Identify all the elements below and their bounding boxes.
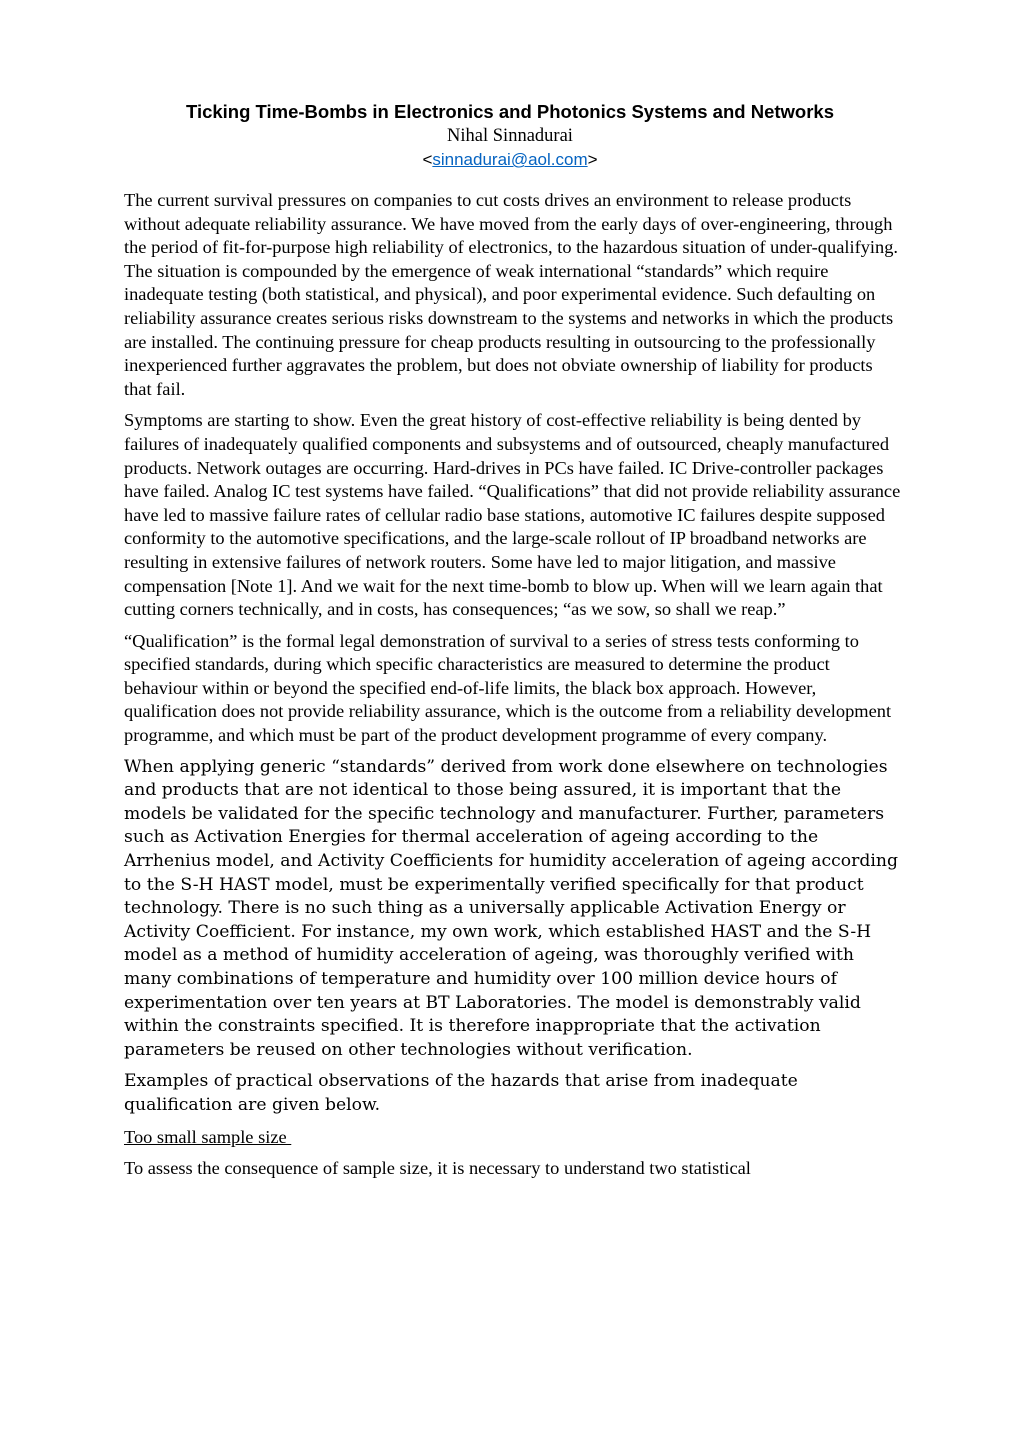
paragraph-examples: Examples of practical observations of the hazards that arise from inadequate qualification are given below. [124, 1071, 798, 1115]
email-open-bracket: < [422, 150, 433, 169]
section-heading-sample-size: Too small sample size [124, 1126, 292, 1147]
paragraph-generic-standards: When applying generic “standards” derived from work done elsewhere on technologies and products that are not identical to those being assured, it is important that the models be validated for the specific technology and manufacturer. Further, parameters such as Activation Energies for thermal acceleration of ageing according to the Arrhenius model, and Activity Coefficients for humidity acceleration of ageing according to the S-H HAST model, must be experimentally verified specifically for that product technology. There is no such thing as a universally applicable Activation Energy or Activity Coefficient. For instance, my own work, which established HAST and the S-H model as a method of humidity acceleration of ageing, was thoroughly verified with many combinations of temperature and humidity over 100 million device hours of experimentation over ten years at BT Laboratories. The model is demonstrably valid within the constraints specified. It is therefore inappropriate that the activation parameters be reused on other technologies without verification. [124, 756, 898, 1060]
document-body [124, 189, 904, 1189]
author-email-line [0, 148, 1020, 172]
paragraph-sample-size: To assess the consequence of sample size, it is necessary to understand two statistical [124, 1158, 751, 1179]
author-email-link[interactable]: sinnadurai@aol.com [432, 150, 588, 169]
paragraph-qualification: “Qualification” is the formal legal demonstration of survival to a series of stress tests conforming to specified standards, during which specific characteristics are measured to determine the product behaviour within or beyond the specified end-of-life limits, the black box approach. However, qualification does not provide reliability assurance, which is the outcome from a reliability development programme, and which must be part of the product development programme of every company. [124, 630, 892, 746]
paragraph-intro: The current survival pressures on companies to cut costs drives an environment to release products without adequate reliability assurance. We have moved from the early days of over-engineering, through the period of fit-for-purpose high reliability of electronics, to the hazardous situation of under-qualifying. The situation is compounded by the emergence of weak international “standards” which require inadequate testing (both statistical, and physical), and poor experimental evidence. Such defaulting on reliability assurance creates serious risks downstream to the systems and networks in which the products are installed. The continuing pressure for cheap products resulting in outsourcing to the professionally inexperienced further aggravates the problem, but does not obviate ownership of liability for products that fail. [124, 190, 898, 399]
document-title: Ticking Time-Bombs in Electronics and Photonics Systems and Networks [185, 101, 834, 122]
author-name: Nihal Sinnadurai [447, 126, 573, 146]
paragraph-symptoms: Symptoms are starting to show. Even the great history of cost-effective reliability is being dented by failures of inadequately qualified components and subsystems and of outsourced, cheaply manufactured products. Network outages are occurring. Hard-drives in PCs have failed. IC Drive-controller packages have failed. Analog IC test systems have failed. “Qualifications” that did not provide reliability assurance have led to massive failure rates of cellular radio base stations, automotive IC failures despite supposed conformity to the automotive specifications, and the large-scale rollout of IP broadband networks are resulting in extensive failures of network routers. Some have led to major litigation, and massive compensation [Note 1]. And we wait for the next time-bomb to blow up. When will we learn again that cutting corners technically, and in costs, has consequences; “as we sow, so shall we reap.” [124, 410, 901, 620]
email-close-bracket: > [587, 150, 598, 169]
